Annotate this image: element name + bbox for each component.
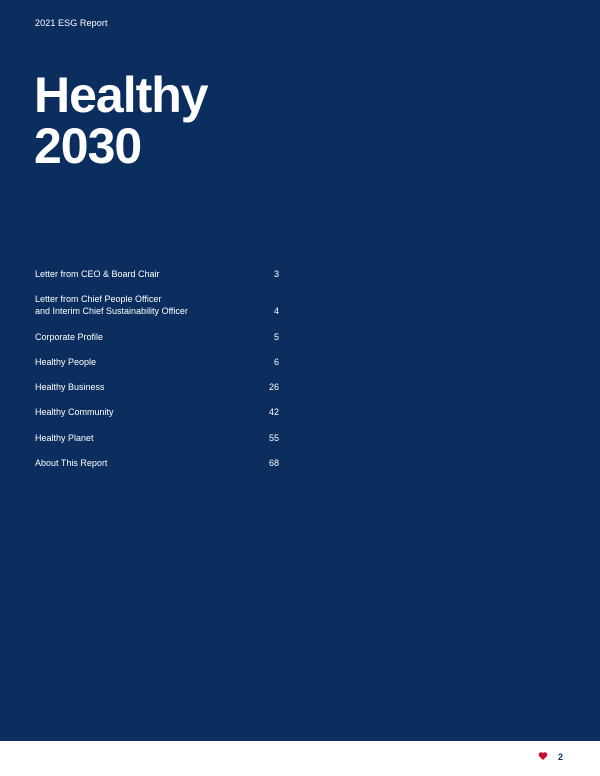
toc-item-page: 4	[273, 306, 279, 317]
title-line-2: 2030	[34, 118, 142, 174]
toc-item-page: 68	[268, 458, 279, 469]
toc-item-page: 6	[273, 356, 279, 367]
toc-item-page: 55	[268, 432, 279, 443]
page-title	[34, 67, 208, 174]
table-of-contents	[35, 268, 279, 482]
heart-icon	[537, 751, 549, 763]
toc-item-healthy-community[interactable]	[35, 406, 279, 418]
toc-item-corporate-profile[interactable]	[35, 331, 279, 343]
toc-item-page: 42	[268, 407, 279, 418]
toc-item-page: 5	[273, 331, 279, 342]
toc-item-label: Letter from CEO & Board Chair	[35, 269, 160, 279]
toc-item-healthy-planet[interactable]	[35, 432, 279, 444]
toc-item-label: Healthy Business	[35, 382, 105, 393]
toc-item-label: Corporate Profile	[35, 331, 104, 342]
report-label: 2021 ESG Report	[35, 18, 108, 28]
toc-item-page: 26	[268, 382, 279, 393]
page-number: 2	[558, 752, 564, 762]
toc-item-page: 3	[273, 269, 279, 279]
toc-item-ceo-letter[interactable]	[35, 268, 279, 280]
toc-item-label: Healthy Community	[35, 407, 114, 418]
toc-item-label: Healthy Planet	[35, 432, 94, 443]
heart-icon-shape	[538, 751, 548, 761]
toc-item-label: Letter from Chief People Officer and Interim Chief Sustainability Officer	[35, 294, 188, 317]
toc-item-label: Healthy People	[35, 356, 97, 367]
toc-item-label: About This Report	[35, 458, 108, 469]
page-footer	[0, 741, 600, 776]
toc-item-cpo-letter[interactable]	[35, 293, 279, 317]
title-line-1: Healthy	[34, 67, 208, 123]
toc-item-healthy-people[interactable]	[35, 356, 279, 368]
toc-item-about-report[interactable]	[35, 457, 279, 469]
toc-item-healthy-business[interactable]	[35, 381, 279, 393]
